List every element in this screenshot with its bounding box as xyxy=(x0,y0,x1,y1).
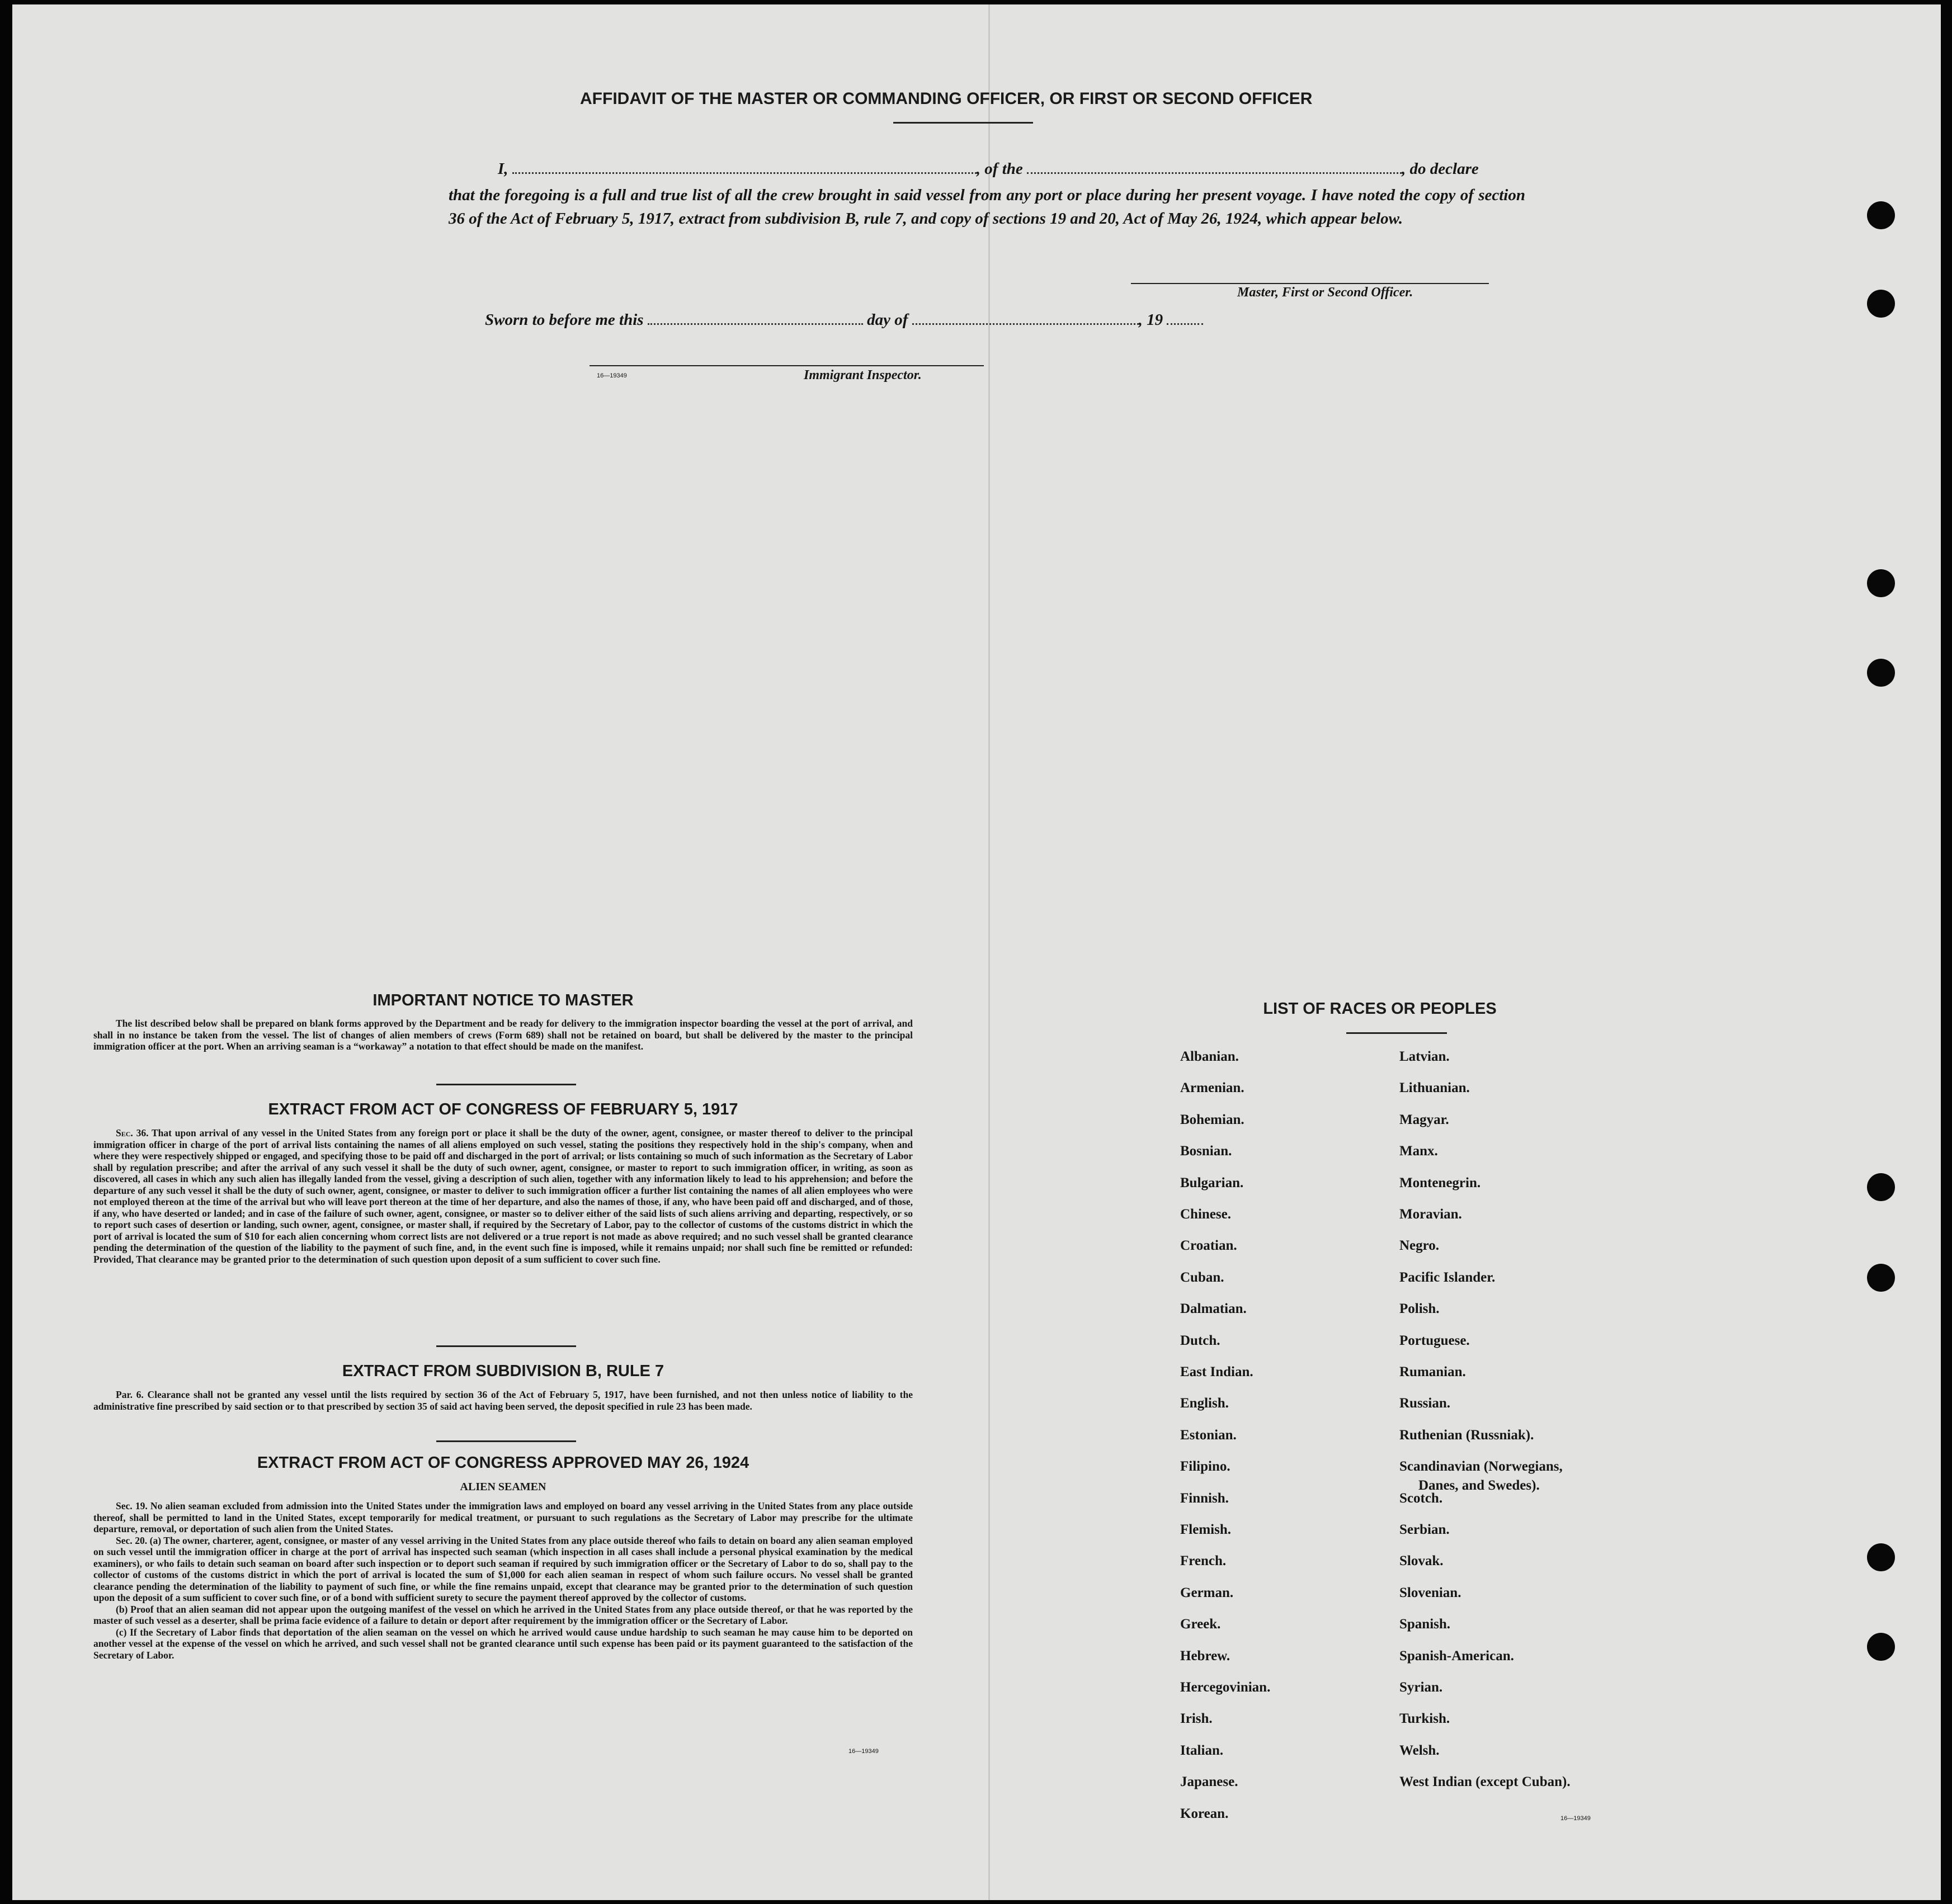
notice-text xyxy=(93,1018,913,1052)
sworn-day-field[interactable] xyxy=(648,306,863,325)
rule7-text xyxy=(93,1389,913,1412)
race-item: Slovenian. xyxy=(1399,1585,1461,1600)
punch-hole xyxy=(1867,1543,1895,1571)
race-item: Negro. xyxy=(1399,1238,1440,1253)
race-item: German. xyxy=(1180,1585,1234,1600)
sworn-line xyxy=(485,306,1203,329)
vessel-field[interactable] xyxy=(1027,155,1402,174)
race-item: Welsh. xyxy=(1399,1743,1440,1758)
inspector-label: Immigrant Inspector. xyxy=(804,368,922,382)
notice-paragraph: The list described below shall be prepared on blank forms approved by the Department and be ready for delivery to the immigration inspector boarding the vessel at the port of arrival, and shall in no instance be taken from the vessel. The list of changes of alien members of crews (Form 689) shall not be retained on board, but shall be delivered by the master to the principal immigration officer at the port. When an arriving seaman is a “workaway” a notation to that effect should be made on the manifest. xyxy=(93,1018,913,1052)
race-item: Greek. xyxy=(1180,1617,1221,1632)
race-item: Bulgarian. xyxy=(1180,1175,1244,1190)
year-label: , 19 xyxy=(1138,311,1163,329)
race-item: Turkish. xyxy=(1399,1711,1450,1726)
race-item: Pacific Islander. xyxy=(1399,1270,1496,1285)
master-signature-label: Master, First or Second Officer. xyxy=(1237,285,1413,300)
races-title: LIST OF RACES OR PEOPLES xyxy=(1263,1000,1497,1018)
affidavit-declaration-line xyxy=(498,155,1521,178)
sec36-body: That upon arrival of any vessel in the United States from any foreign port or place it shall be the duty of the owner, agent, consignee, or master thereof to deliver to the principal immigration officer in charge of the port of arrival lists containing the names of all aliens employed on such vessel, stating the positions they respectively hold in the ship's company, when and where they were respectively shipped or engaged, and specifying those to be paid off and discharged in the port of arrival; or lists containing so much of such information as the Secretary of Labor shall by regulation prescribe; and after the arrival of any such vessel it shall be the duty of such owner, agent, consignee, or master to report to such immigration officer, in writing, as soon as discovered, all cases in which any such alien has illegally landed from the vessel, giving a description of such alien, together with any information likely to lead to his apprehension; and before the departure of any such vessel it shall be the duty of such owner, agent, consignee, or master to deliver to such immigration officer a further list containing the names of all alien employees who were not employed thereon at the time of the arrival but who will leave port thereon at the time of her departure, and also the names of those, if any, who have been paid off and discharged, and of those, if any, who have deserted or landed; and in case of the failure of such owner, agent, consignee, or master so to deliver either of the said lists of such aliens arriving and departing, respectively, or so to report such cases of desertion or landing, such owner, agent, consignee, or master shall, if required by the Secretary of Labor, pay to the collector of customs of the customs district in which the port of arrival is located the sum of $10 for each alien concerning whom correct lists are not delivered or a true report is not made as above required; and no such vessel shall be granted clearance pending the determination of the question of the liability to the payment of such fine, and, in the event such fine is imposed, while it remains unpaid; nor shall such fine be remitted or refunded: Provided, That clearance may be granted prior to the determination of such question upon deposit of a sum sufficient to cover such fine. xyxy=(93,1127,913,1265)
race-item: West Indian (except Cuban). xyxy=(1399,1774,1571,1789)
race-item: Croatian. xyxy=(1180,1238,1237,1253)
form-number: 16—19349 xyxy=(597,372,627,379)
race-item: Bosnian. xyxy=(1180,1144,1232,1159)
fold-line xyxy=(988,4,990,1900)
race-item: Japanese. xyxy=(1180,1774,1238,1789)
races-divider xyxy=(1346,1032,1447,1034)
race-item: Serbian. xyxy=(1399,1522,1450,1537)
race-item: Syrian. xyxy=(1399,1680,1443,1695)
race-item: Chinese. xyxy=(1180,1207,1231,1222)
extract1917-text xyxy=(93,1127,913,1265)
extract1924-text xyxy=(93,1500,913,1661)
document-page xyxy=(12,4,1941,1900)
rule7-paragraph: Par. 6. Clearance shall not be granted any vessel until the lists required by section 36 of the Act of February 5, 1917, have been furnished, and not then unless notice of liability to the administrative fine prescribed by said section or to that prescribed by section 35 of said act having been served, the deposit specified in rule 23 has been made. xyxy=(93,1389,913,1412)
race-item: Bohemian. xyxy=(1180,1112,1244,1127)
sec20b-paragraph: (b) Proof that an alien seaman did not appear upon the outgoing manifest of the vessel on which he arrived in the United States from any place outside thereof, or that he was reported by the master of such vessel as a deserter, shall be prima facie evidence of a failure to detain or deport after requirement by the immigration officer or the Secretary of Labor. xyxy=(93,1603,913,1626)
alien-seamen-subtitle: ALIEN SEAMEN xyxy=(460,1481,546,1493)
punch-hole xyxy=(1867,659,1895,687)
race-item: Dutch. xyxy=(1180,1333,1220,1348)
inspector-signature-line[interactable] xyxy=(590,365,984,366)
affidavit-body: that the foregoing is a full and true list of all the crew brought in said vessel from any port or place during her present voyage. I have noted the copy of section 36 of the Act of February 5, 1917, extract from subdivision B, rule 7, and copy of sections 19 and 20, Act of May 26, 1924, which appear below. xyxy=(449,186,1525,228)
sworn-month-field[interactable] xyxy=(912,306,1139,325)
race-item: Cuban. xyxy=(1180,1270,1224,1285)
race-item: Scotch. xyxy=(1399,1491,1443,1506)
race-item: Dalmatian. xyxy=(1180,1301,1247,1316)
race-item: Irish. xyxy=(1180,1711,1213,1726)
race-item: Albanian. xyxy=(1180,1049,1239,1064)
master-signature-line[interactable] xyxy=(1131,283,1489,284)
sec20a-paragraph: Sec. 20. (a) The owner, charterer, agent, consignee, or master of any vessel arriving in the United States from any place outside thereof who fails to detain on board any alien seaman employed on such vessel until the immigration officer in charge at the port of arrival has inspected such seaman (which inspection in all cases shall include a personal physical examination by the medical examiners), or who fails to detain such seaman on board after such inspection or to deport such seaman if required by such immigration officer or the Secretary of Labor to do so, shall pay to the collector of customs of the customs district in which the port of arrival is located the sum of $1,000 for each alien seaman in respect of whom such failure occurs. No vessel shall be granted clearance pending the determination of the liability to payment of such fine, or while the fine remains unpaid, except that clearance may be granted prior to the determination of such question upon the deposit of a sum sufficient to cover such fine, or of a bond with sufficient surety to secure the payment thereof approved by the collector of customs. xyxy=(93,1534,913,1603)
punch-hole xyxy=(1867,1633,1895,1661)
race-item: Rumanian. xyxy=(1399,1364,1466,1379)
notice-title: IMPORTANT NOTICE TO MASTER xyxy=(373,991,634,1009)
section-divider xyxy=(436,1345,576,1347)
punch-hole xyxy=(1867,290,1895,318)
race-item: Russian. xyxy=(1399,1396,1451,1411)
i-label: I, xyxy=(498,160,508,178)
section-divider xyxy=(436,1440,576,1442)
race-item: Filipino. xyxy=(1180,1459,1230,1474)
race-item: English. xyxy=(1180,1396,1229,1411)
do-declare-label: , do declare xyxy=(1402,160,1479,178)
punch-hole xyxy=(1867,1173,1895,1201)
race-item: Scandinavian (Norwegians, xyxy=(1399,1459,1563,1474)
race-item: Moravian. xyxy=(1399,1207,1462,1222)
name-field[interactable] xyxy=(512,155,977,174)
sec19-paragraph: Sec. 19. No alien seaman excluded from admission into the United States under the immigration laws and employed on board any vessel arriving in the United States from any place outside thereof, shall be permitted to land in the United States, except temporarily for medical treatment, or pursuant to such regulations as the Secretary of Labor may prescribe for the ultimate departure, removal, or deportation of such alien from the United States. xyxy=(93,1500,913,1534)
race-item: Polish. xyxy=(1399,1301,1440,1316)
sworn-year-field[interactable] xyxy=(1167,306,1203,325)
punch-hole xyxy=(1867,1264,1895,1292)
race-item: Manx. xyxy=(1399,1144,1438,1159)
race-item: Slovak. xyxy=(1399,1553,1444,1568)
title-divider xyxy=(893,122,1033,124)
form-number: 16—19349 xyxy=(1560,1815,1591,1822)
extract1924-title: EXTRACT FROM ACT OF CONGRESS APPROVED MAY 26, 1924 xyxy=(257,1454,749,1472)
race-item: East Indian. xyxy=(1180,1364,1253,1379)
race-item: Hebrew. xyxy=(1180,1648,1230,1664)
of-the-label: , of the xyxy=(976,160,1023,178)
race-item: Italian. xyxy=(1180,1743,1224,1758)
race-item: Spanish. xyxy=(1399,1617,1451,1632)
race-item: Latvian. xyxy=(1399,1049,1450,1064)
race-item: Flemish. xyxy=(1180,1522,1231,1537)
rule7-title: EXTRACT FROM SUBDIVISION B, RULE 7 xyxy=(342,1362,664,1380)
race-item: Estonian. xyxy=(1180,1428,1237,1443)
sec36-paragraph xyxy=(93,1127,913,1265)
day-of-label: day of xyxy=(867,311,908,329)
section-divider xyxy=(436,1084,576,1085)
affidavit-title: AFFIDAVIT OF THE MASTER OR COMMANDING OFFICER, OR FIRST OR SECOND OFFICER xyxy=(580,89,1313,108)
race-item: Ruthenian (Russniak). xyxy=(1399,1428,1534,1443)
race-item: Montenegrin. xyxy=(1399,1175,1481,1190)
punch-hole xyxy=(1867,569,1895,597)
race-item: Hercegovinian. xyxy=(1180,1680,1271,1695)
race-item: Spanish-American. xyxy=(1399,1648,1514,1664)
punch-hole xyxy=(1867,201,1895,229)
form-number: 16—19349 xyxy=(848,1748,879,1755)
sec20c-paragraph: (c) If the Secretary of Labor finds that deportation of the alien seaman on the vessel on which he arrived would cause undue hardship to such seaman he may cause him to be deported on another vessel at the expense of the vessel on which he arrived, and such vessel shall not be granted clearance until such expense has been paid or its payment guaranteed to the satisfaction of the Secretary of Labor. xyxy=(93,1626,913,1661)
sec36-heading: Sec. 36. xyxy=(116,1127,149,1138)
race-item: French. xyxy=(1180,1553,1227,1568)
race-item: Lithuanian. xyxy=(1399,1080,1470,1095)
sworn-label: Sworn to before me this xyxy=(485,311,644,329)
race-item: Armenian. xyxy=(1180,1080,1244,1095)
race-item: Magyar. xyxy=(1399,1112,1449,1127)
race-item: Portuguese. xyxy=(1399,1333,1470,1348)
race-item: Finnish. xyxy=(1180,1491,1229,1506)
race-item: Danes, and Swedes). xyxy=(1418,1478,1540,1493)
race-item: Korean. xyxy=(1180,1806,1229,1821)
extract1917-title: EXTRACT FROM ACT OF CONGRESS OF FEBRUARY 5, 1917 xyxy=(268,1100,738,1118)
